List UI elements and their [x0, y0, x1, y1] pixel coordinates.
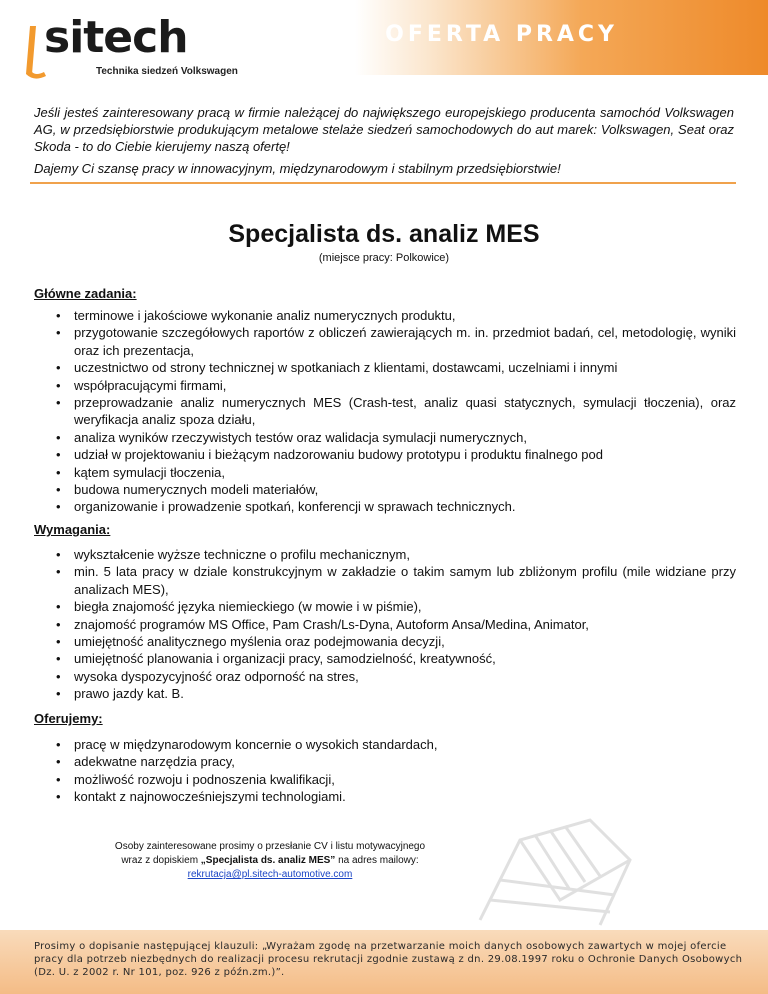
- list-item: • wykształcenie wyższe techniczne o profilu mechanicznym,: [34, 546, 736, 563]
- sitech-logo: [24, 12, 238, 82]
- list-item: • pracę w międzynarodowym koncernie o wysokich standardach,: [34, 736, 736, 753]
- offer-list: [34, 736, 736, 806]
- list-item: • umiejętność planowania i organizacji pracy, samodzielność, kreatywność,: [34, 650, 736, 667]
- list-item: • kontakt z najnowocześniejszymi technologiami.: [34, 788, 736, 805]
- contact-info: [100, 840, 440, 882]
- list-item: • wysoka dyspozycyjność oraz odporność na stres,: [34, 668, 736, 685]
- list-item: • znajomość programów MS Office, Pam Crash/Ls-Dyna, Autoform Ansa/Medina, Animator,: [34, 616, 736, 633]
- job-reference: „Specjalista ds. analiz MES”: [200, 855, 336, 866]
- list-item: • organizowanie i prowadzenie spotkań, konferencji w sprawach technicznych.: [34, 498, 736, 515]
- list-item: • analiza wyników rzeczywistych testów oraz walidacja symulacji numerycznych,: [34, 429, 736, 446]
- tasks-heading: Główne zadania:: [34, 286, 137, 301]
- job-title: Specjalista ds. analiz MES: [228, 220, 540, 248]
- list-item: • biegła znajomość języka niemieckiego (w mowie i w piśmie),: [34, 598, 736, 615]
- list-item: • min. 5 lata pracy w dziale konstrukcyjnym w zakładzie o takim samym lub zbliżonym profilu (mile widziane przy analizach MES),: [34, 563, 736, 598]
- list-item: • terminowe i jakościowe wykonanie analiz numerycznych produktu,: [34, 307, 736, 324]
- intro-paragraph: Jeśli jesteś zainteresowany pracą w firmie należącej do największego europejskiego producenta samochód Volkswagen AG, w przedsiębiorstwie produkującym metalowe stelaże siedzeń samochodowych do aut marek: Volkswagen, Seat oraz Skoda - to do Ciebie kierujemy naszą ofertę!: [34, 105, 734, 154]
- list-item: • przygotowanie szczegółowych raportów z obliczeń zawierających m. in. przedmiot badań, cel, metodologię, wyniki oraz ich prezentacja,: [34, 324, 736, 359]
- offer-label: OFERTA PRACY: [385, 22, 618, 47]
- logo-wordmark: sitech: [44, 12, 188, 63]
- list-item: • przeprowadzanie analiz numerycznych MES (Crash-test, analiz quasi statycznych, symulacji tłoczenia), oraz weryfikacja analiz spoza działu,: [34, 394, 736, 429]
- list-item: • możliwość rozwoju i podnoszenia kwalifikacji,: [34, 771, 736, 788]
- tasks-list: [34, 307, 736, 516]
- list-item: • udział w projektowaniu i bieżącym nadzorowaniu budowy prototypu i produktu finalnego pod: [34, 446, 736, 463]
- consent-clause: Prosimy o dopisanie następującej klauzuli: „Wyrażam zgodę na przetwarzanie moich danych osobowych zawartych w mojej ofercie pracy dla potrzeb niezbędnych do realizacji procesu rekrutacji zgodnie zustawą z dn. 29.08.1997 roku o Ochronie Danych Osobowych (Dz. U. z 2002 r. Nr 101, poz. 926 z późn.zm.)”.: [34, 941, 743, 978]
- list-item: • kątem symulacji tłoczenia,: [34, 464, 736, 481]
- contact-suffix: na adres mailowy:: [335, 855, 419, 866]
- requirements-heading: Wymagania:: [34, 522, 111, 537]
- logo-tagline: Technika siedzeń Volkswagen: [96, 66, 238, 77]
- list-item: • uczestnictwo od strony technicznej w spotkaniach z klientami, dostawcami, uczelniami i innymi: [34, 359, 736, 376]
- orange-divider: [30, 182, 736, 184]
- list-item: • współpracującymi firmami,: [34, 377, 736, 394]
- email-link[interactable]: rekrutacja@pl.sitech-automotive.com: [187, 869, 353, 880]
- contact-prefix: wraz z dopiskiem: [121, 855, 201, 866]
- list-item: • prawo jazdy kat. B.: [34, 685, 736, 702]
- car-seat-frame-icon: [440, 800, 700, 930]
- contact-line: Osoby zainteresowane prosimy o przesłanie CV i listu motywacyjnego: [114, 841, 426, 852]
- contact-line: [100, 854, 440, 868]
- list-item: • umiejętność analitycznego myślenia oraz podejmowania decyzji,: [34, 633, 736, 650]
- offer-heading: Oferujemy:: [34, 711, 103, 726]
- job-location: (miejsce pracy: Polkowice): [318, 252, 450, 264]
- list-item: • adekwatne narzędzia pracy,: [34, 753, 736, 770]
- requirements-list: [34, 546, 736, 703]
- list-item: • budowa numerycznych modeli materiałów,: [34, 481, 736, 498]
- intro-slogan: Dajemy Ci szansę pracy w innowacyjnym, międzynarodowym i stabilnym przedsiębiorstwie!: [34, 161, 561, 176]
